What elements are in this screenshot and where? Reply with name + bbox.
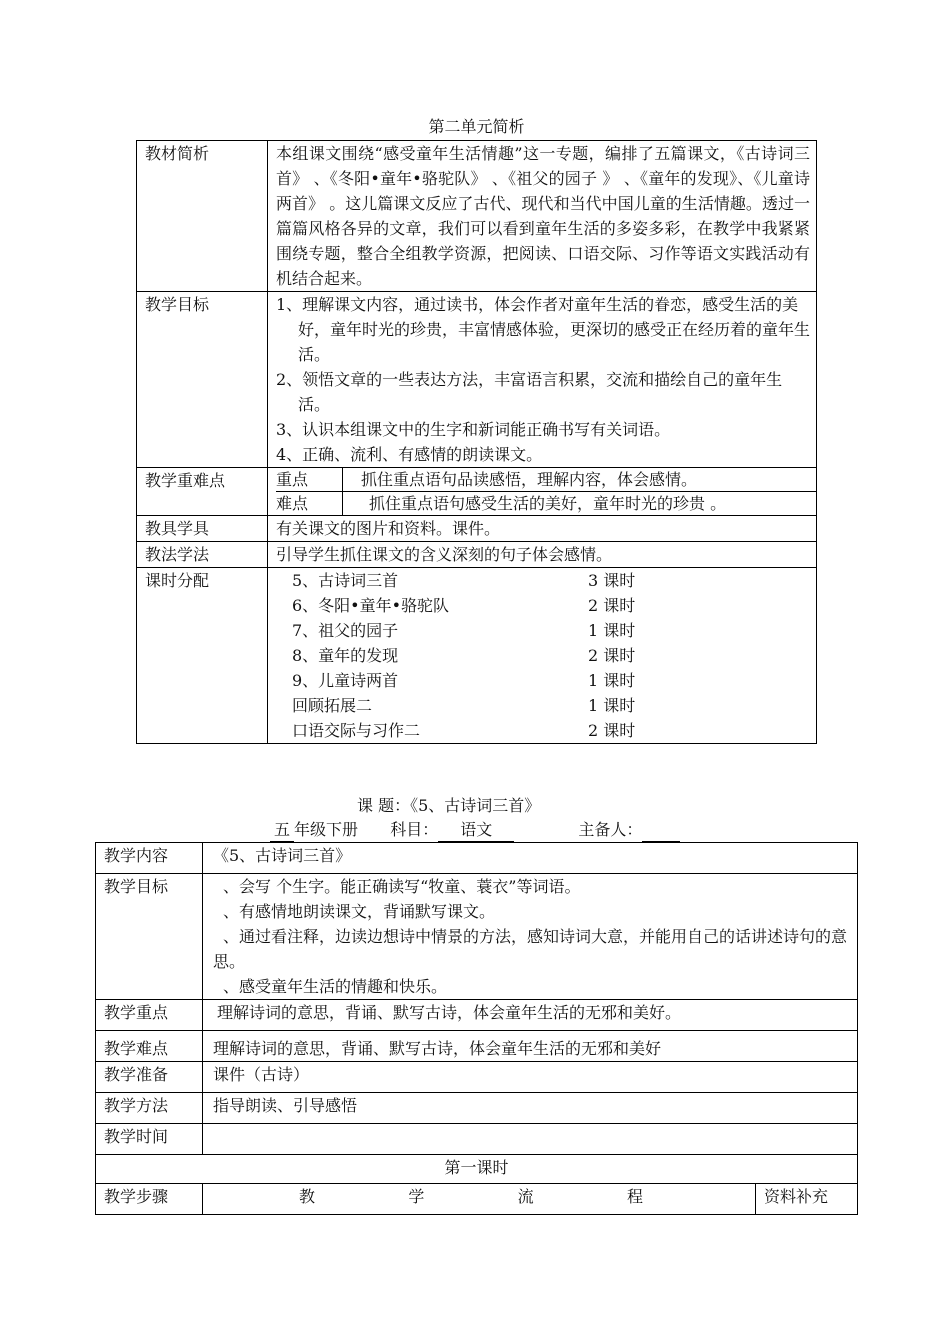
hours-list [276,568,810,743]
hour-time: 2 课时 [588,721,636,740]
goal-item: 1、理解课文内容，通过读书，体会作者对童年生活的眷恋，感受生活的美好，童年时光的珍贵，丰富情感体验，更深切的感受正在经历着的童年生活。 [276,295,811,364]
aids-label: 教具学具 [137,516,268,542]
hard-text: 抓住重点语句感受生活的美好，童年时光的珍贵 。 [343,492,817,516]
lesson-topic-line [357,795,540,817]
hour-time: 3 课时 [588,571,636,590]
period-title: 第一课时 [96,1155,858,1184]
hour-name: 回顾拓展二 [292,696,373,715]
hour-name: 7、祖父的园子 [292,621,399,640]
keypoints-label: 教学重难点 [137,468,268,516]
goal-item: 4、正确、流利、有感情的朗读课文。 [276,445,543,464]
goal-item: 2、领悟文章的一些表达方法，丰富语言积累，交流和描绘自己的童年生活。 [276,370,783,414]
lesson-goal-item: 、通过看注释，边读边想诗中情景的方法，感知诗词大意，并能用自己的话讲述诗句的意思。 [213,927,848,971]
hour-time: 2 课时 [588,646,636,665]
lesson-method-value: 指导朗读、引导感悟 [203,1093,858,1124]
lesson-hard-value: 理解诗词的意思，背诵、默写古诗，体会童年生活的无邪和美好 [203,1031,858,1062]
grade-suffix: 年级下册 [294,820,359,839]
lesson-goal-item: 、感受童年生活的情趣和快乐。 [223,977,448,996]
preparer-label: 主备人： [578,820,643,839]
content-label: 教学内容 [96,843,203,874]
lesson-hard-label: 教学难点 [96,1031,203,1062]
subject-label: 科目： [390,820,439,839]
list-item [276,718,810,743]
aids-text: 有关课文的图片和资料。课件。 [268,516,817,542]
hour-name: 8、童年的发现 [292,646,399,665]
topic-title: 《5、古诗词三首》 [410,796,541,815]
list-item [276,593,810,618]
lesson-goal-item: 、会写 个生字。能正确读写“牧童、蓑衣”等词语。 [223,877,581,896]
lesson-time-label: 教学时间 [96,1124,203,1155]
lesson-time-value [203,1124,858,1155]
lesson-goal-item: 、有感情地朗读课文，背诵默写课文。 [223,902,496,921]
list-item [276,693,810,718]
hour-name: 5、古诗词三首 [292,571,399,590]
unit-analysis-table [136,140,817,744]
preparer-blank [642,825,680,842]
lesson-meta-line [270,819,680,842]
hour-name: 9、儿童诗两首 [292,671,399,690]
hour-name: 6、冬阳•童年•骆驼队 [292,596,450,615]
hour-time: 1 课时 [588,696,636,715]
lesson-key-label: 教学重点 [96,1000,203,1031]
steps-label: 教学步骤 [96,1184,203,1215]
hour-time: 1 课时 [588,621,636,640]
lesson-goals-label: 教学目标 [96,874,203,1000]
hours-label: 课时分配 [137,568,268,744]
lesson-method-label: 教学方法 [96,1093,203,1124]
content-value: 《5、古诗词三首》 [203,843,858,874]
list-item [276,668,810,693]
lesson-plan-table [95,842,858,1215]
key-label: 重点 [276,468,343,492]
lesson-goals-list [203,874,858,1000]
goals-label: 教学目标 [137,292,268,468]
list-item [276,643,810,668]
topic-label: 课 题： [357,796,411,815]
flow-char: 流 [517,1187,534,1206]
grade-value: 五 [270,819,294,842]
materials-text: 本组课文围绕“感受童年生活情趣”这一专题，编排了五篇课文，《古诗词三首》 、《冬阳•童年•骆驼队》 、《祖父的园子 》 、《童年的发现》、《儿童诗两首》 。这儿篇课文反应了古代、现代和当代中国儿童的生活情趣。透过一篇篇风格各异的文章，我们可以看到童年生活的多姿多彩，在教学中我紧紧围绕专题，整合全组教学资源，把阅读、口语交际、习作等语文实践活动有机结合起来。 [268,141,817,292]
methods-label: 教法学法 [137,542,268,568]
methods-text: 引导学生抓住课文的含义深刻的句子体会感情。 [268,542,817,568]
hard-label: 难点 [276,492,343,516]
hours-cell [268,568,817,744]
flow-header [203,1184,756,1215]
flow-char: 教 [299,1187,316,1206]
goal-item: 3、认识本组课文中的生字和新词能正确书写有关词语。 [276,420,671,439]
unit-title: 第二单元简析 [428,117,525,136]
list-item [276,568,810,593]
hour-time: 1 课时 [588,671,636,690]
flow-char: 程 [626,1187,643,1206]
hour-name: 口语交际与习作二 [292,721,421,740]
hour-time: 2 课时 [588,596,636,615]
flow-char: 学 [408,1187,425,1206]
lesson-key-value: 理解诗词的意思，背诵、默写古诗，体会童年生活的无邪和美好。 [203,1000,858,1031]
supplement-label: 资料补充 [756,1184,858,1215]
key-text: 抓住重点语句品读感悟，理解内容，体会感情。 [361,470,698,489]
list-item [276,618,810,643]
lesson-prep-value: 课件（古诗） [203,1062,858,1093]
goals-list [268,292,817,468]
keypoints-cell [268,468,817,516]
lesson-prep-label: 教学准备 [96,1062,203,1093]
materials-label: 教材简析 [137,141,268,292]
subject-value: 语文 [438,819,514,842]
